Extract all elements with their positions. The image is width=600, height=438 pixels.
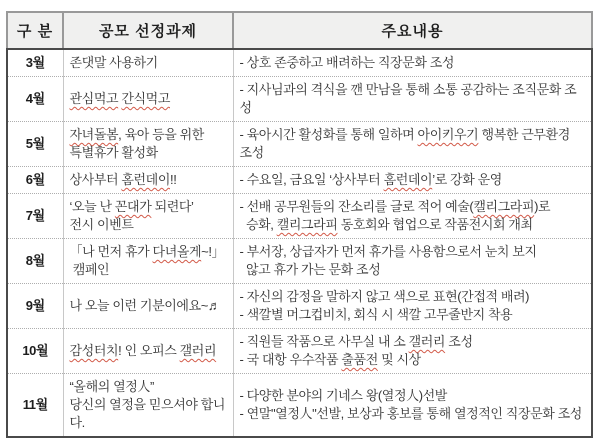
spellcheck-underline: 꼰대가 [114, 199, 152, 214]
month-cell: 9월 [7, 284, 63, 329]
spellcheck-underline: 아이키우기 [417, 127, 479, 142]
spellcheck-underline: 갤러리 [179, 343, 217, 358]
task-cell: 「나 먼저 휴가 다녀올게~!」 캠페인 [63, 239, 233, 284]
task-cell: ‘오늘 난 꼰대가 되련다’ 전시 이벤트 [63, 194, 233, 239]
table-body [7, 49, 592, 437]
spellcheck-underline: 캘리그라피 [473, 199, 535, 214]
content-cell: - 수요일, 금요일 ‘상사부터 홈런데이’로 강화 운영 [233, 167, 592, 194]
table-row [7, 167, 592, 194]
table-row [7, 374, 592, 438]
spellcheck-underline: 홈런데이 [121, 172, 170, 187]
monthly-program-table [6, 11, 593, 438]
month-cell: 10월 [7, 329, 63, 374]
spellcheck-underline: 다녀올게 [152, 244, 202, 259]
table-row [7, 239, 592, 284]
content-cell: - 부서장, 상급자가 먼저 휴가를 사용함으로서 눈치 보지 않고 휴가 가는 문화 조성 [233, 239, 592, 284]
task-cell: 존댓말 사용하기 [63, 49, 233, 77]
task-cell: 상사부터 홈런데이!! [63, 167, 233, 194]
header-content: 주요내용 [233, 12, 592, 49]
month-cell: 7월 [7, 194, 63, 239]
month-cell: 11월 [7, 374, 63, 438]
content-cell: - 직원들 작품으로 사무실 내 소 갤러리 조성 - 국 대항 우수작품 출품전 및 시상 [233, 329, 592, 374]
month-cell: 8월 [7, 239, 63, 284]
header-task: 공모 선정과제 [63, 12, 233, 49]
table-header-row [7, 12, 592, 49]
content-cell: - 다양한 분야의 기네스 왕(열정人)선발 - 연말"열정人"선발, 보상과 홍보를 통해 열정적인 직장문화 조성 [233, 374, 592, 438]
content-cell: - 지사님과의 격식을 깬 만남을 통해 소통 공감하는 조직문화 조성 [233, 77, 592, 122]
task-cell [63, 77, 233, 122]
spellcheck-underline: 갤러리 [408, 334, 446, 349]
task-cell: 감성터치! 인 오피스 갤러리 [63, 329, 233, 374]
content-cell: - 선배 공무원들의 잔소리를 글로 적어 예술(캘리그라피)로 승화, 캘리그라피 동호회와 협업으로 작품전시회 개최 [233, 194, 592, 239]
month-cell: 5월 [7, 122, 63, 167]
table-row [7, 194, 592, 239]
table-row [7, 329, 592, 374]
spellcheck-underline: 자녀돌봄 [69, 127, 119, 142]
content-cell: - 자신의 감정을 말하지 않고 색으로 표현(간접적 배려) - 색깔별 머그컵비치, 회식 시 색깔 고무줄반지 착용 [233, 284, 592, 329]
spellcheck-underline: 간식먹고 [121, 91, 170, 106]
month-cell: 6월 [7, 167, 63, 194]
spellcheck-underline: 홈런데이 [383, 172, 433, 187]
table-row [7, 77, 592, 122]
table-row [7, 122, 592, 167]
spellcheck-underline: 출품전 [341, 352, 378, 367]
header-category: 구 분 [7, 12, 63, 49]
table-row [7, 49, 592, 77]
spellcheck-underline: 감성터치 [69, 343, 119, 358]
spellcheck-underline: 캘리그라피 [276, 217, 338, 232]
spellcheck-underline: 관심먹고 [69, 91, 119, 106]
content-cell: - 육아시간 활성화를 통해 일하며 아이키우기 행복한 근무환경 조성 [233, 122, 592, 167]
task-cell: 자녀돌봄, 육아 등을 위한 특별휴가 활성화 [63, 122, 233, 167]
month-cell: 4월 [7, 77, 63, 122]
table-row [7, 284, 592, 329]
task-cell: 나 오늘 이런 기분이에요~♬ [63, 284, 233, 329]
content-cell: - 상호 존중하고 배려하는 직장문화 조성 [233, 49, 592, 77]
month-cell: 3월 [25, 55, 45, 70]
task-cell: “올해의 열정人” 당신의 열정을 믿으셔야 합니다. [63, 374, 233, 438]
